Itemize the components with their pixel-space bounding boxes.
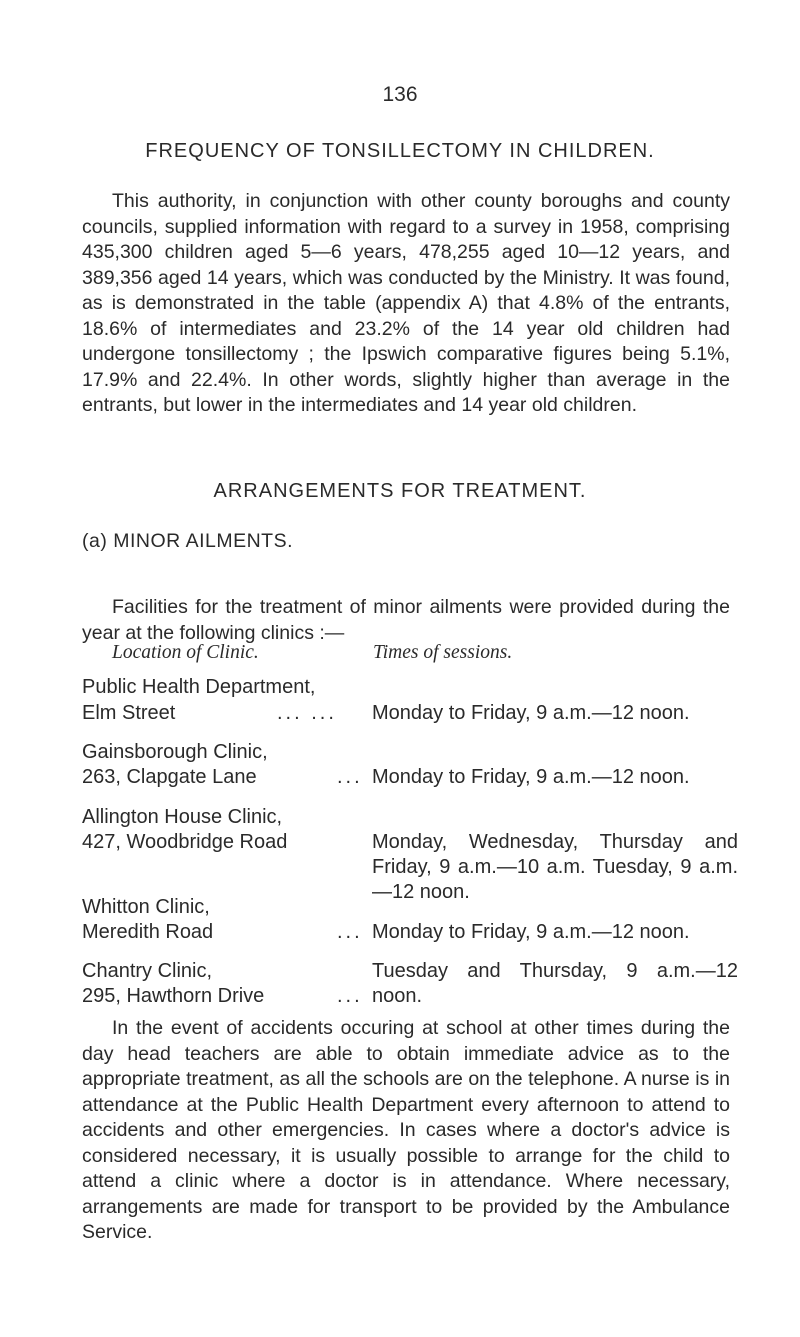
clinic-location-line1: Allington House Clinic, <box>82 806 283 828</box>
clinic-location-line1: Whitton Clinic, <box>82 896 210 918</box>
clinic-times: Tuesday and Thursday, 9 a.m.—12 noon. <box>372 960 738 1007</box>
heading-tonsillectomy: FREQUENCY OF TONSILLECTOMY IN CHILDREN. <box>145 140 655 162</box>
clinic-location <box>82 805 362 855</box>
paragraph-survey: This authority, in conjunction with other county boroughs and county councils, supplied information with regard to a survey in 1958, comprising 435,300 children aged 5—6 years, 478,255 aged 10—12 years, and 389,356 aged 14 years, which was conducted by the Ministry. It was found, as is demonstrated in the table (appendix A) that 4.8% of the entrants, 18.6% of intermediates and 23.2% of the 14 year old children had undergone tonsillectomy ; the Ipswich comparative figures being 5.1%, 17.9% and 22.4%. In other words, slightly higher than average in the entrants, but lower in the intermediates and 14 year old children. <box>82 190 730 416</box>
paragraph-accidents: In the event of accidents occuring at school at other times during the day head teachers are able to obtain immediate advice as to the appropriate treatment, as all the schools are on the telephone. A nurse is in attendance at the Public Health Department every afternoon to attend to accidents and other emergencies. In cases where a doctor's advice is considered necessary, it is usually possible to arrange for the child to attend a clinic where a doctor is in attendance. Where necessary, arrangements are made for transport to be provided by the Ambulance Service. <box>82 1017 730 1243</box>
clinic-location-line2: 295, Hawthorn Drive ... <box>82 985 363 1007</box>
clinic-times: Monday, Wednesday, Thursday and Friday, 9 a.m.—10 a.m. Tuesday, 9 a.m.—12 noon. <box>372 831 738 903</box>
clinic-location-line2: Elm Street <box>82 702 176 724</box>
leader-dots: ... <box>337 985 363 1007</box>
leader-dots: ... <box>337 921 363 943</box>
page-number: 136 <box>382 83 418 106</box>
subheading-minor-ailments: (a) MINOR AILMENTS. <box>82 530 294 552</box>
clinic-location-line2: 427, Woodbridge Road <box>82 831 288 853</box>
clinic-times: Monday to Friday, 9 a.m.—12 noon. <box>372 702 690 724</box>
column-header-location: Location of Clinic. <box>112 642 259 663</box>
clinic-location-line1: Gainsborough Clinic, <box>82 741 268 763</box>
paragraph-facilities: Facilities for the treatment of minor ailments were provided during the year at the following clinics :— <box>82 596 730 644</box>
clinic-location-line2: Meredith Road ... <box>82 921 363 943</box>
leader-dots: ... <box>337 766 363 788</box>
leader-dots: ... ... <box>277 702 337 724</box>
clinic-location <box>82 701 362 726</box>
clinic-location <box>82 959 362 1009</box>
clinic-location-line1: Public Health Department, <box>82 676 316 698</box>
clinic-location-line2: 263, Clapgate Lane ... <box>82 766 363 788</box>
clinic-location-line1: Chantry Clinic, <box>82 960 213 982</box>
clinic-location <box>82 895 362 945</box>
clinic-times: Monday to Friday, 9 a.m.—12 noon. <box>372 921 690 943</box>
heading-arrangements: ARRANGEMENTS FOR TREATMENT. <box>213 480 587 502</box>
clinic-times: Monday to Friday, 9 a.m.—12 noon. <box>372 766 690 788</box>
clinic-location <box>82 740 362 790</box>
column-header-times: Times of sessions. <box>373 642 513 663</box>
